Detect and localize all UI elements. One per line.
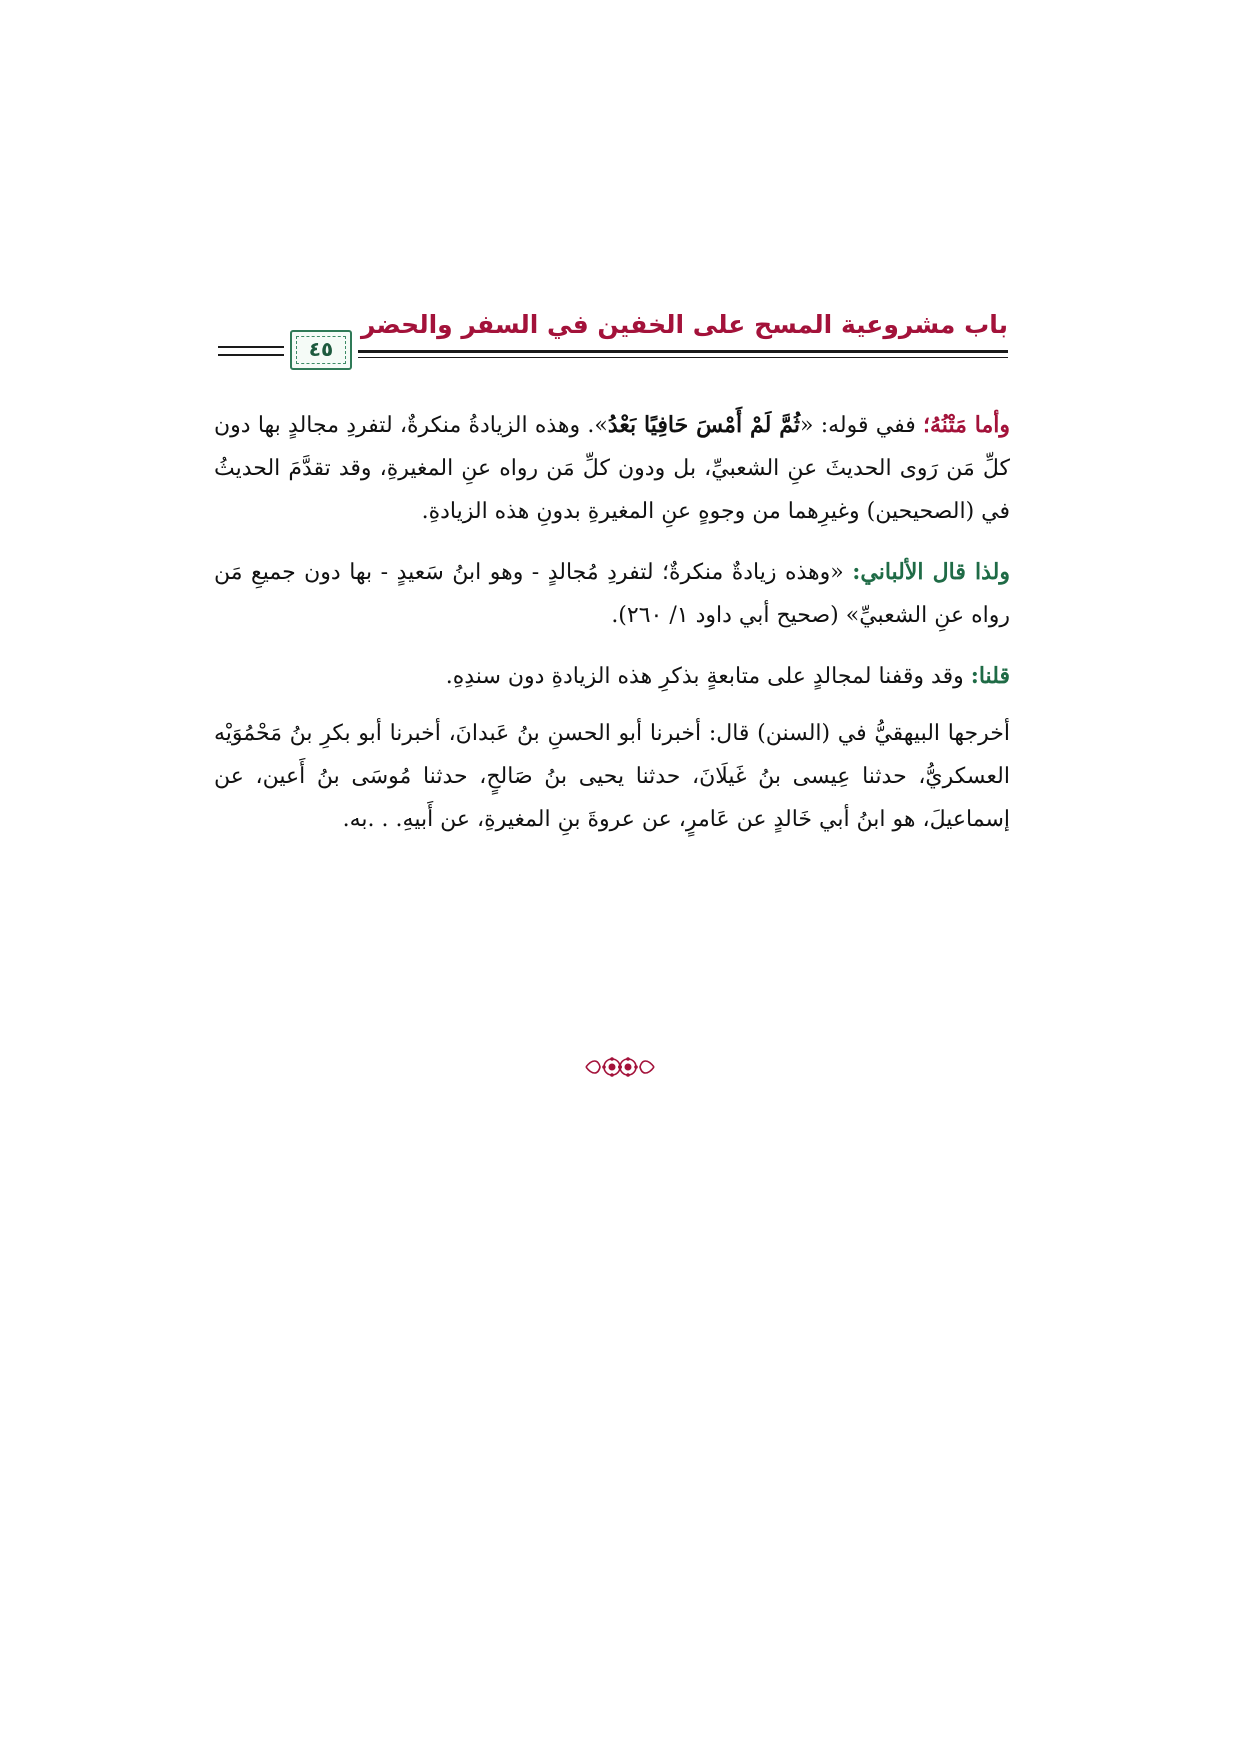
paragraph-1	[214, 404, 1010, 533]
floral-divider-icon	[584, 1053, 656, 1081]
paragraph-1-lead: وأما مَتْنُهُ؛	[923, 412, 1011, 438]
ornament-center-left	[609, 1064, 616, 1071]
page-number-badge	[290, 330, 352, 370]
hadith-quote: ثُمَّ لَمْ أَمْسَ حَافِيًا بَعْدُ	[607, 412, 801, 438]
paragraph-2-lead: ولذا قال الألباني:	[852, 559, 1010, 585]
header-rule-thin	[358, 357, 1008, 358]
header-rule-thick	[358, 350, 1008, 353]
paragraph-4	[214, 712, 1010, 841]
ornament-center-right	[625, 1064, 632, 1071]
paragraph-2-body: «وهذه زيادةٌ منكرةٌ؛ لتفردِ مُجالدٍ - وهو ابنُ سَعيدٍ - بها دون جميعِ مَن رواه عنِ الشعبيِّ» (صحيح أبي داود ١/ ٢٦٠).	[214, 560, 1010, 628]
ornament-left-leaf	[586, 1061, 600, 1073]
paragraph-3	[214, 655, 1010, 698]
paragraph-4-body: أخرجها البيهقيُّ في (السنن) قال: أخبرنا أبو الحسنِ بنُ عَبدانَ، أخبرنا أبو بكرِ بنُ مَحْمُوَيْه العسكريُّ، حدثنا عِيسى بنُ غَيلَانَ، حدثنا يحيى بنُ صَالحٍ، حدثنا مُوسَى بنُ أَعين، عن إسماعيلَ، هو ابنُ أبي خَالدٍ عن عَامرٍ، عن عروةَ بنِ المغيرةِ، عن أَبيهِ. . .به.	[214, 721, 1010, 832]
ornament-right-leaf	[640, 1061, 654, 1073]
badge-rule-top	[218, 346, 284, 348]
chapter-title: باب مشروعية المسح على الخفين في السفر والحضر	[361, 310, 1008, 339]
main-text	[214, 404, 1010, 859]
paragraph-1-intro: ففي قوله: «	[800, 413, 924, 438]
page-header	[218, 310, 1008, 380]
page-number: ٤٥	[308, 337, 334, 361]
paragraph-3-lead: قلنا:	[970, 663, 1010, 689]
paragraph-2	[214, 551, 1010, 637]
paragraph-3-body: وقد وقفنا لمجالدٍ على متابعةٍ بذكرِ هذه الزيادةِ دون سندِهِ.	[445, 664, 971, 689]
badge-rule-bottom	[218, 354, 284, 356]
paragraph-1-body: ». وهذه الزيادةُ منكرةٌ، لتفردِ مجالدٍ بها دون كلِّ مَن رَوى الحديثَ عنِ الشعبيِّ، بل ودون كلِّ مَن رواه عنِ المغيرةِ، وقد تقدَّمَ الحديثُ في (الصحيحين) وغيرِهما من وجوهٍ عنِ المغيرةِ بدونِ هذه الزيادةِ.	[214, 413, 1010, 524]
